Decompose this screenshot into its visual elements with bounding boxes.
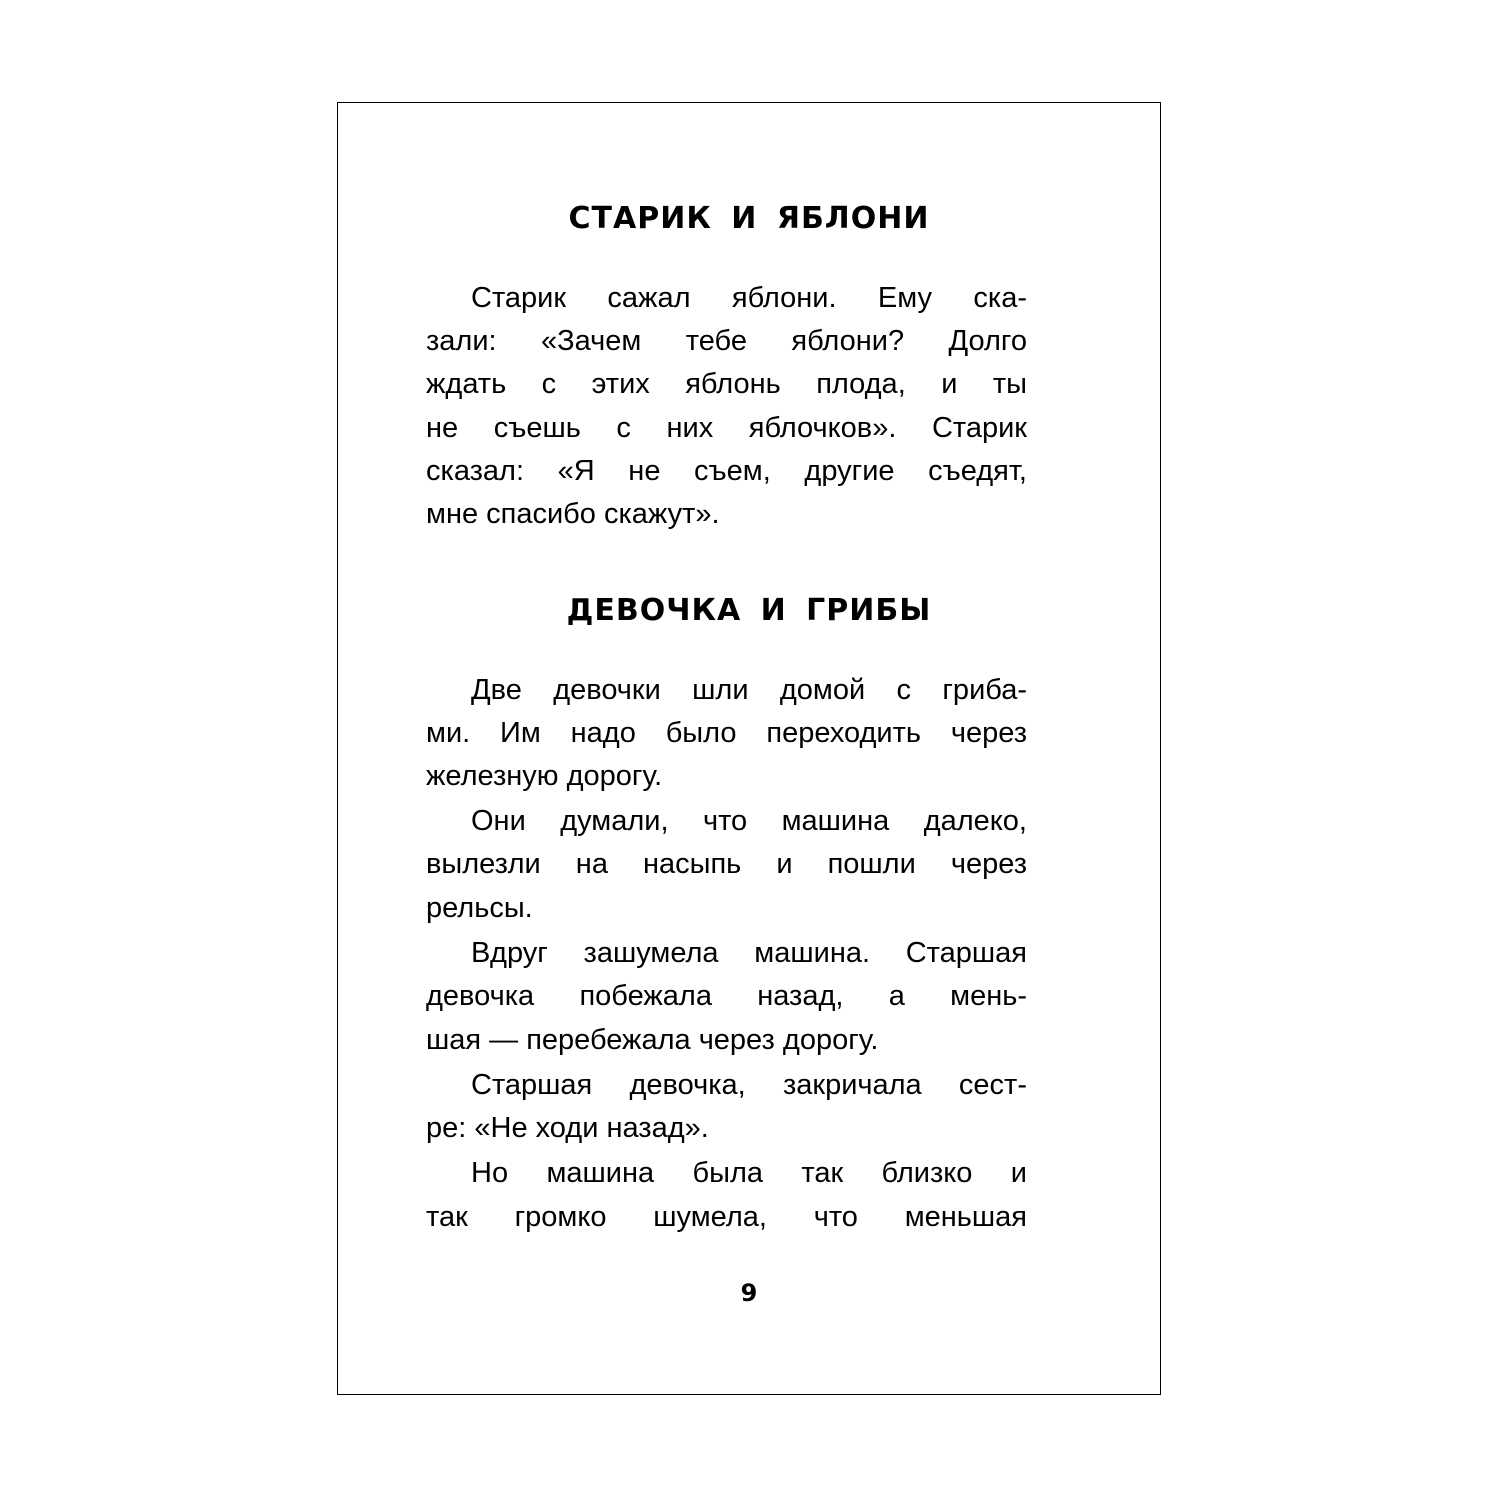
text-line: Они думали, что машина далеко, (471, 805, 1027, 837)
text-line: сказал: «Я не съем, другие съедят, (426, 455, 1027, 487)
text-line: шая — перебежала через дорогу. (426, 1024, 879, 1056)
text-line: Старик сажал яблони. Ему ска- (471, 282, 1027, 314)
text-line: железную дорогу. (426, 760, 663, 792)
text-line: вылезли на насыпь и пошли через (426, 848, 1027, 880)
text-line: Две девочки шли домой с гриба- (471, 674, 1027, 706)
story-title: СТАРИК И ЯБЛОНИ (568, 201, 930, 236)
text-line: девочка побежала назад, а мень- (426, 980, 1027, 1012)
text-line: рельсы. (426, 892, 533, 924)
text-line: ми. Им надо было переходить через (426, 717, 1027, 749)
text-line: ре: «Не ходи назад». (426, 1112, 709, 1144)
text-line: Вдруг зашумела машина. Старшая (471, 937, 1027, 969)
text-line: мне спасибо скажут». (426, 498, 720, 530)
page-number: 9 (740, 1279, 758, 1307)
text-line: ждать с этих яблонь плода, и ты (426, 368, 1027, 400)
text-line: зали: «Зачем тебе яблони? Долго (426, 325, 1027, 357)
book-page (337, 102, 1161, 1395)
text-line: Старшая девочка, закричала сест- (471, 1069, 1027, 1101)
text-line: Но машина была так близко и (471, 1157, 1027, 1189)
text-line: так громко шумела, что меньшая (426, 1201, 1027, 1233)
text-line: не съешь с них яблочков». Старик (426, 412, 1027, 444)
story-title: ДЕВОЧКА И ГРИБЫ (566, 593, 932, 628)
